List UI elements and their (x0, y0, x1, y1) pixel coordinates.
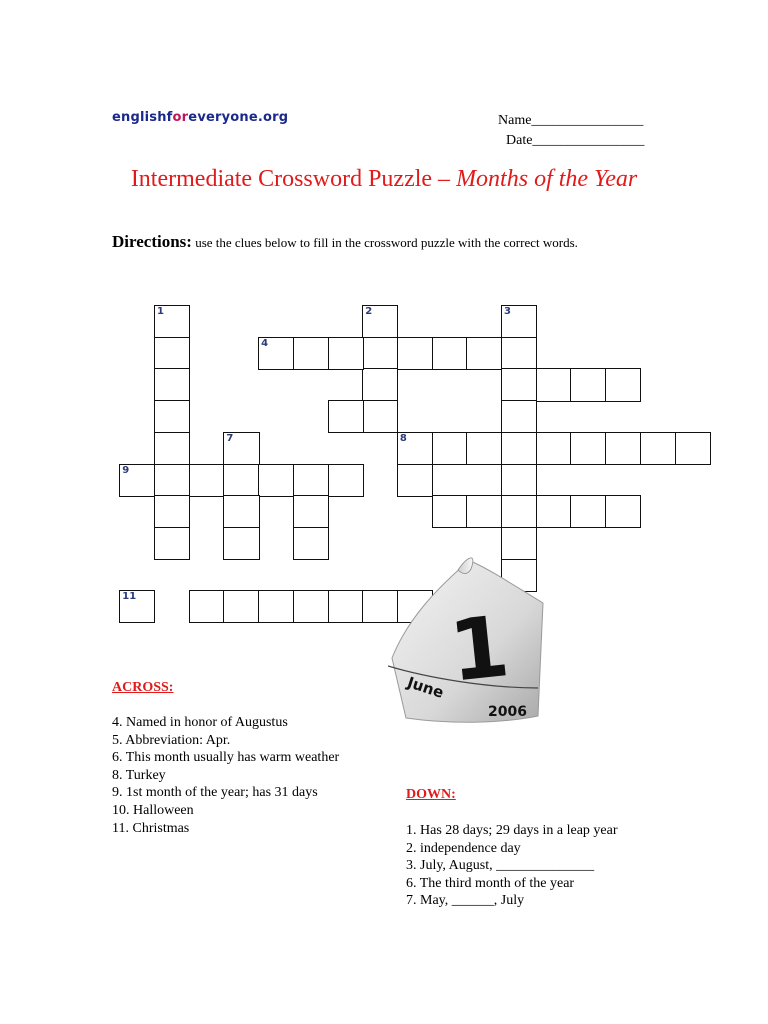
crossword-cell[interactable] (154, 527, 190, 560)
across-clue: 4. Named in honor of Augustus (112, 715, 288, 730)
down-heading: DOWN: (406, 787, 456, 802)
crossword-cell[interactable] (501, 337, 537, 370)
across-clue: 5. Abbreviation: Apr. (112, 732, 231, 748)
crossword-cell[interactable] (328, 590, 364, 623)
down-clues (406, 822, 618, 910)
clue-number: 1 (157, 306, 164, 317)
crossword-cell[interactable] (293, 337, 329, 370)
crossword-cell[interactable] (258, 464, 294, 497)
crossword-cell[interactable] (536, 368, 572, 401)
crossword-cell[interactable] (223, 432, 259, 465)
crossword-cell[interactable] (362, 368, 398, 401)
across-clue: 9. 1st month of the year; has 31 days (112, 785, 318, 801)
crossword-cell[interactable] (432, 432, 468, 465)
crossword-cell[interactable] (466, 432, 502, 465)
site-logo-text: englishforeveryone.org (112, 110, 289, 125)
crossword-cell[interactable] (119, 464, 155, 497)
crossword-cell[interactable] (328, 464, 364, 497)
across-heading: ACROSS: (112, 680, 174, 695)
crossword-cell[interactable] (328, 337, 364, 370)
crossword-cell[interactable] (258, 590, 294, 623)
crossword-cell[interactable] (154, 432, 190, 465)
crossword-cell[interactable] (536, 432, 572, 465)
across-clue: 6. This month usually has warm weather (112, 750, 340, 766)
crossword-cell[interactable] (293, 464, 329, 497)
crossword-cell[interactable] (570, 495, 606, 528)
crossword-cell[interactable] (570, 368, 606, 401)
clue-number: 7 (226, 432, 234, 444)
title-main: Intermediate Crossword Puzzle – (130, 166, 457, 192)
crossword-cell[interactable] (293, 527, 329, 560)
down-clue: 2. independence day (406, 840, 521, 856)
crossword-cell[interactable] (570, 432, 606, 465)
title-italic: Months of the Year (456, 166, 638, 192)
crossword-cell[interactable] (154, 305, 190, 338)
crossword-cell[interactable] (432, 495, 468, 528)
crossword-cell[interactable] (293, 590, 329, 623)
crossword-cell[interactable] (223, 495, 259, 528)
down-clue: 6. The third month of the year (406, 875, 575, 891)
crossword-cell[interactable] (223, 464, 259, 497)
name-line: Name________________ (498, 113, 644, 128)
clue-number: 8 (399, 432, 407, 444)
crossword-cell[interactable] (328, 400, 364, 433)
directions-label: Directions: (112, 232, 192, 251)
down-clue: 3. July, August, ______________ (406, 858, 595, 874)
crossword-cell[interactable] (362, 337, 398, 370)
clue-number: 11 (122, 591, 137, 603)
clue-number: 2 (365, 306, 373, 317)
across-clue: 10. Halloween (112, 802, 194, 818)
crossword-cell[interactable] (501, 305, 537, 338)
crossword-cell[interactable] (466, 495, 502, 528)
crossword-cell[interactable] (432, 337, 468, 370)
clue-number: 4 (261, 337, 269, 349)
clue-number: 3 (504, 306, 511, 317)
directions-text: use the clues below to fill in the crossword puzzle with the correct words. (191, 235, 578, 250)
calendar-year: 2006 (488, 704, 527, 720)
crossword-cell[interactable] (189, 464, 225, 497)
down-clue: 7. May, ______, July (406, 893, 525, 909)
crossword-cell[interactable] (501, 400, 537, 433)
name-date-block (498, 111, 644, 151)
across-clue: 8. Turkey (112, 767, 166, 783)
crossword-cell[interactable] (154, 400, 190, 433)
calendar-page-image (388, 548, 548, 728)
page-title (0, 166, 768, 193)
down-clue: 1. Has 28 days; 29 days in a leap year (406, 823, 618, 838)
crossword-cell[interactable] (397, 464, 433, 497)
crossword-cell[interactable] (223, 527, 259, 560)
crossword-cell[interactable] (293, 495, 329, 528)
crossword-cell[interactable] (362, 305, 398, 338)
crossword-cell[interactable] (501, 495, 537, 528)
crossword-cell[interactable] (675, 432, 711, 465)
crossword-cell[interactable] (154, 495, 190, 528)
across-clues (112, 714, 339, 837)
crossword-cell[interactable] (605, 432, 641, 465)
crossword-cell[interactable] (258, 337, 294, 370)
across-clue: 11. Christmas (112, 820, 190, 836)
crossword-cell[interactable] (501, 432, 537, 465)
crossword-cell[interactable] (605, 368, 641, 401)
crossword-cell[interactable] (501, 464, 537, 497)
crossword-cell[interactable] (154, 337, 190, 370)
crossword-cell[interactable] (223, 590, 259, 623)
crossword-cell[interactable] (397, 432, 433, 465)
clue-number: 9 (122, 464, 130, 476)
crossword-cell[interactable] (397, 337, 433, 370)
crossword-cell[interactable] (605, 495, 641, 528)
crossword-cell[interactable] (466, 337, 502, 370)
crossword-cell[interactable] (154, 464, 190, 497)
crossword-cell[interactable] (119, 590, 155, 623)
crossword-cell[interactable] (501, 368, 537, 401)
crossword-cell[interactable] (640, 432, 676, 465)
crossword-cell[interactable] (154, 368, 190, 401)
crossword-cell[interactable] (362, 400, 398, 433)
crossword-cell[interactable] (536, 495, 572, 528)
crossword-cell[interactable] (189, 590, 225, 623)
calendar-day: 1 (445, 597, 514, 701)
calendar-month: June (405, 673, 446, 702)
directions (112, 232, 578, 252)
date-line: Date________________ (506, 133, 645, 148)
